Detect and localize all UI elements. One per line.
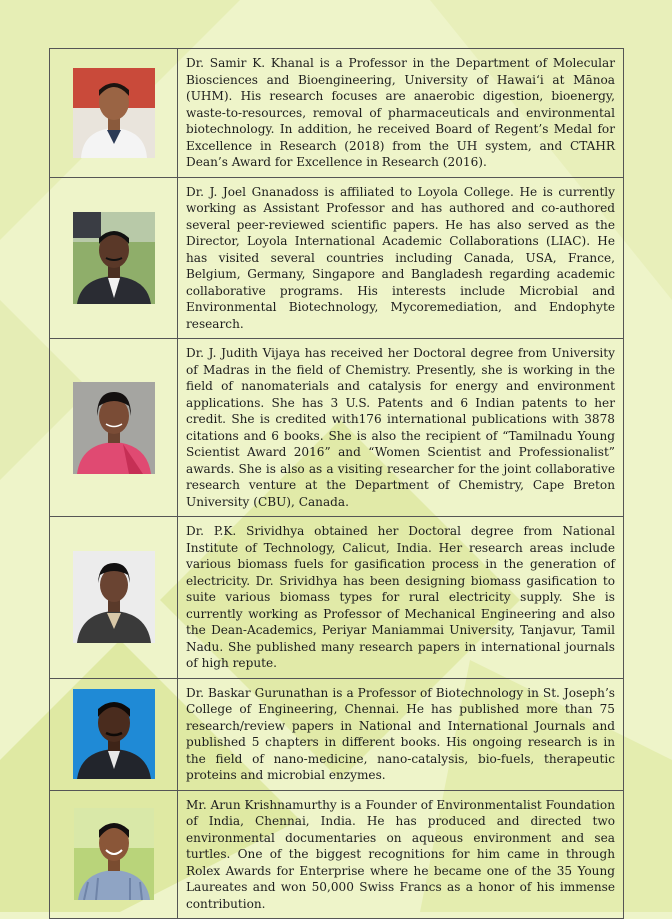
profile-row <box>50 517 624 679</box>
portrait-man-blue-backdrop-icon <box>73 689 155 779</box>
profile-row <box>50 339 624 517</box>
portrait-woman-dark-blazer-icon <box>73 551 155 643</box>
profile-row <box>50 49 624 178</box>
profile-bio: Dr. J. Joel Gnanadoss is affiliated to Loyola College. He is currently working as Assistant Professor and has authored and co-authored several peer-reviewed scientific papers. He has also served as the Director, Loyola International Academic Collaborations (LIAC). He has visited several countries including Canada, USA, France, Belgium, Germany, Singapore and Bangladesh regarding academic collaborative programs. His interests include Microbial and Environmental Biotechnology, Mycoremediation, and Endophyte research. <box>178 177 624 339</box>
portrait-man-smiling-outdoors-icon <box>74 808 154 900</box>
profile-row <box>50 790 624 919</box>
photo-cell <box>50 339 178 517</box>
profile-bio: Dr. Baskar Gurunathan is a Professor of Biotechnology in St. Joseph’s College of Engineering, Chennai. He has published more than 75 research/review papers in National and International Journals and published 5 chapters in different books. His ongoing research is in the field of nano-medicine, nano-catalysis, bio-fuels, therapeutic proteins and microbial enzymes. <box>178 678 624 790</box>
photo-cell <box>50 49 178 178</box>
photo-cell <box>50 517 178 679</box>
profiles-table <box>49 48 624 919</box>
profile-row <box>50 177 624 339</box>
photo-cell <box>50 790 178 919</box>
photo-cell <box>50 177 178 339</box>
profile-row <box>50 678 624 790</box>
profile-bio: Dr. J. Judith Vijaya has received her Doctoral degree from University of Madras in the field of Chemistry. Presently, she is working in the field of nanomaterials and catalysis for energy and environment applications. She has 3 U.S. Patents and 6 Indian patents to her credit. She is credited with176 international publications with 3878 citations and 6 books. She is also the recipient of “Tamilnadu Young Scientist Award 2016” and “Women Scientist and Professionalist” awards. She is also as a visiting researcher for the joint collaborative research venture at the Department of Chemistry, Cape Breton University (CBU), Canada. <box>178 339 624 517</box>
profile-bio: Mr. Arun Krishnamurthy is a Founder of Environmentalist Foundation of India, Chennai, India. He has produced and directed two environmental documentaries on aqueous environment and sea turtles. One of the biggest recognitions for him came in through Rolex Awards for Enterprise where he became one of the 35 Young Laureates and won 50,000 Swiss Francs as a honor of his immense contribution. <box>178 790 624 919</box>
portrait-woman-pink-saree-icon <box>73 382 155 474</box>
photo-cell <box>50 678 178 790</box>
portrait-man-lab-coat-icon <box>73 68 155 158</box>
portrait-man-suit-outdoors-icon <box>73 212 155 304</box>
profile-bio: Dr. Samir K. Khanal is a Professor in the Department of Molecular Biosciences and Bioengineering, University of Hawaiʻi at Mānoa (UHM). His research focuses are anaerobic digestion, bioenergy, waste-to-resources, removal of pharmaceuticals and environmental biotechnology. In addition, he received Board of Regent’s Medal for Excellence in Research (2018) from the UH system, and CTAHR Dean’s Award for Excellence in Research (2016). <box>178 49 624 178</box>
profile-bio: Dr. P.K. Srividhya obtained her Doctoral degree from National Institute of Technology, Calicut, India. Her research areas include various biomass fuels for gasification process in the generation of electricity. Dr. Srividhya has been designing biomass gasification to suite various biomass types for rural electricity supply. She is currently working as Professor of Mechanical Engineering and also the Dean-Academics, Periyar Maniammai University, Tanjavur, Tamil Nadu. She published many research papers in international journals of high repute. <box>178 517 624 679</box>
